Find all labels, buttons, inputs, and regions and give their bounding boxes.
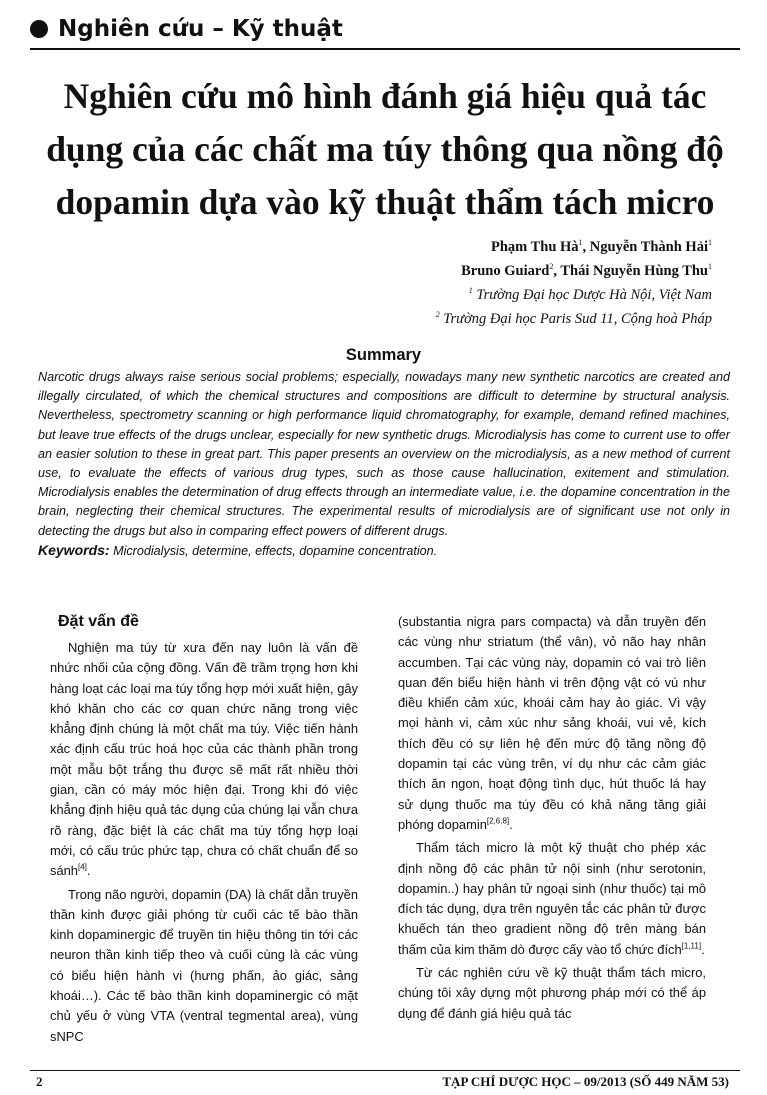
paper-title: Nghiên cứu mô hình đánh giá hiệu quả tác dụng của các chất ma túy thông qua nồng độ dopamin dựa vào kỹ thuật thẩm tách micro	[46, 76, 724, 222]
page-number: 2	[36, 1074, 43, 1089]
summary-block	[38, 368, 730, 561]
summary-heading: Summary	[345, 346, 422, 364]
paragraph-end: .	[509, 816, 513, 832]
section-tag	[30, 16, 343, 42]
section-label: Nghiên cứu – Kỹ thuật	[58, 16, 343, 42]
header-rule	[30, 48, 740, 50]
section-heading: Đặt vấn đề	[58, 613, 139, 630]
paragraph-text: (substantia nigra pars compacta) và dẫn truyền đến các vùng như striatum (thể vân), vỏ não hay nhân accumben. Tại các vùng này, dopamin có vai trò liên quan đến biểu hiện hành vi trên động vật có vú như điều khiển cảm xúc, khoái cảm hay ảo giác. Vì vậy mọi hành vi, cảm xúc như sảng khoái, vui vẻ, kích thích đều có sự liên hệ đến mức độ tăng nồng độ dopamin tại các vùng trên, ví dụ như các cảm giác thích ăn ngon, hoạt động tình dục, hút thuốc lá hay sử dụng thuốc ma túy đều có khả năng tăng giải phóng dopamin	[398, 614, 706, 832]
paragraph	[398, 838, 706, 960]
affiliation-1	[436, 283, 712, 307]
author-name: Bruno Guiard	[461, 263, 550, 279]
affiliation-sup: 2	[435, 310, 440, 320]
keywords-line	[38, 541, 730, 561]
paragraph-end: .	[701, 941, 705, 957]
citation: [4]	[77, 862, 87, 872]
footer-rule	[30, 1070, 740, 1071]
keywords-label: Keywords:	[38, 541, 110, 558]
authors-block	[436, 235, 712, 331]
affiliation-2	[436, 307, 712, 331]
citation: [1,11]	[681, 941, 702, 951]
affiliation-text: Trường Đại học Paris Sud 11, Cộng hoà Pháp	[443, 311, 712, 327]
bullet-icon	[30, 20, 48, 38]
column-right	[398, 612, 706, 1024]
author-sup: 1	[708, 262, 712, 272]
column-left	[50, 612, 358, 1047]
journal-footer: TẠP CHÍ DƯỢC HỌC – 09/2013 (SỐ 449 NĂM 53)	[442, 1074, 729, 1089]
author-name: Nguyễn Thành Hải	[589, 239, 708, 255]
paragraph	[50, 885, 358, 1047]
affiliation-text: Trường Đại học Dược Hà Nội, Việt Nam	[476, 287, 712, 303]
paragraph-text: Từ các nghiên cứu về kỹ thuật thẩm tách micro, chúng tôi xây dựng một phương pháp mới có thể áp dụng để đánh giá hiệu quả tác	[398, 965, 706, 1021]
paragraph	[398, 612, 706, 835]
paragraph	[50, 638, 358, 882]
author-name: Thái Nguyễn Hùng Thu	[560, 263, 708, 279]
paragraph-end: .	[86, 863, 91, 879]
author-name: Phạm Thu Hà	[490, 239, 579, 255]
author-sup: 2	[549, 262, 554, 272]
paragraph-text: Nghiện ma túy từ xưa đến nay luôn là vấn đề nhức nhối của cộng đồng. Vấn đề trầm trọng hơn khi hàng loạt các loại ma túy tổng hợp mới xuất hiện, gây khó khăn cho các cơ quan chức năng trong việc khẳng định chúng là một chất ma túy. Việc tiến hành xác định cấu trúc hoá học của các thành phần trong một mẫu bột trắng thu được sẽ mất rất nhiều thời gian, cần có máy móc hiện đại. Trong khi đó việc khẳng định hiệu quả tác dụng của chúng lại vẫn chưa rõ ràng, đặc biệt là các chất ma túy tổng hợp loại mới, có cấu trúc phức tạp, chưa có chất chuẩn để so sánh	[50, 640, 358, 879]
author-sep: ,	[553, 263, 561, 279]
author-sup: 1	[708, 238, 712, 248]
paragraph-text: Thẩm tách micro là một kỹ thuật cho phép xác định nồng độ các phân tử nội sinh (như serotonin, dopamin..) hay phân tử ngoại sinh (như thuốc) tại mô đích tác dụng, dựa trên nguyên tắc các phân tử được khuếch tán theo gradient nồng độ trên màng bán thấm của kim thăm dò được cấy vào tổ chức đích	[398, 840, 706, 957]
affiliation-sup: 1	[468, 286, 473, 296]
summary-text: Narcotic drugs always raise serious social problems; especially, nowadays many new synthetic narcotics are created and illegally circulated, of which the chemical structures and compositions are difficult to determine by structural analysis. Nevertheless, spectrometry scanning or high performance liquid chromatography, for example, demand refined machines, but leave true effects of the drugs unclear, especially for new synthetic drugs. Microdialysis has come to current use to offer an easier solution to these in great part. This paper presents an overview on the microdialysis, as a new method of current use, to evaluate the effects of various drug types, such as those cause hallucination, exitement and stimulation. Microdialysis enables the determination of drug effects through an intermediate value, i.e. the dopamine concentration in the brain, neglecting their chemical structures. The experimental results of microdialysis are of significant use not only in detecting the drugs but also in comparing effect powers of different drugs.	[38, 370, 730, 538]
paragraph-text: Trong não người, dopamin (DA) là chất dẫn truyền thần kinh được giải phóng từ cuối các tế bào thần kinh dopaminergic để truyền tin hiệu thông tin tới các neuron thần kinh tiếp theo và cuối cùng là các vùng có biểu hiện hành vi (hưng phấn, ảo giác, sảng khoái…). Các tế bào thần kinh dopaminergic có mặt chủ yếu ở vùng VTA (ventral tegmental area), vùng sNPC	[50, 886, 358, 1044]
author-sep: ,	[582, 239, 590, 255]
authors-line-1	[436, 235, 712, 259]
paragraph	[398, 963, 706, 1024]
keywords-text: Microdialysis, determine, effects, dopamine concentration.	[113, 543, 438, 558]
citation: [2,6,8]	[486, 816, 510, 826]
author-sup: 1	[578, 238, 583, 248]
authors-line-2	[436, 259, 712, 283]
